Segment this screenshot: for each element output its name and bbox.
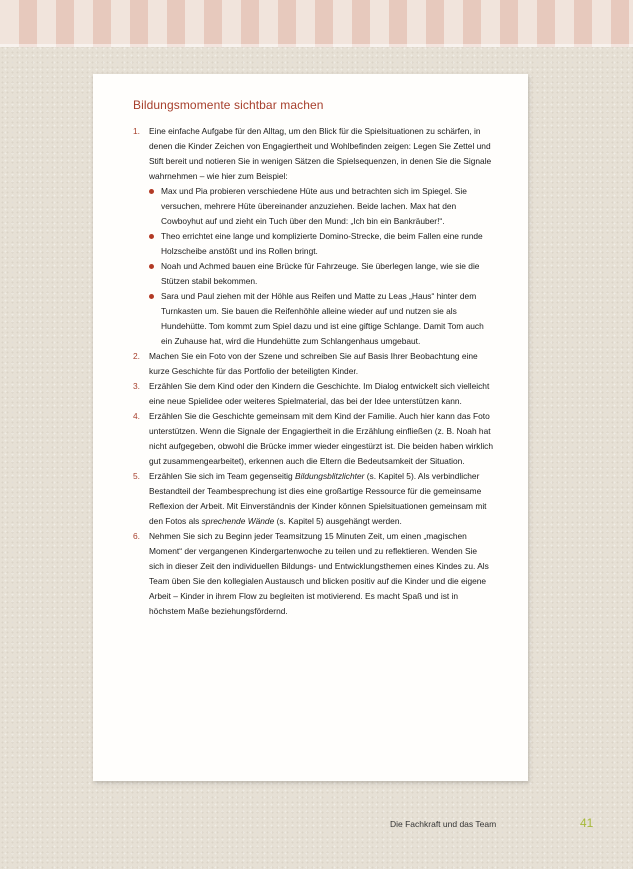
example-item [149,289,494,349]
page-number: 41 [580,816,594,830]
bullet-dot-icon [149,264,154,269]
step-number: 6. [133,531,140,541]
step-text-part: Erzählen Sie sich im Team gegenseitig [149,471,296,481]
step-number: 4. [133,411,140,421]
section-heading: Bildungsmomente sichtbar machen [133,98,324,112]
bullet-dot-icon [149,294,154,299]
example-item [149,184,494,229]
step-item [133,379,494,409]
example-list [149,184,494,349]
bullet-dot-icon [149,189,154,194]
step-item [133,409,494,469]
step-text: Machen Sie ein Foto von der Szene und schreiben Sie auf Basis Ihrer Beobachtung eine kurze Geschichte für das Portfolio der beteiligten Kinder. [149,351,478,376]
steps-list [133,124,494,619]
footer-chapter-label: Die Fachkraft und das Team [390,819,497,829]
example-text: Max und Pia probieren verschiedene Hüte aus und betrachten sich im Spiegel. Sie versuchen, mehrere Hüte übereinander anzuziehen. Beide lachen. Max hat den Cowboyhut auf und zieht ein Tuch über den Mund: „Ich bin ein Bankräuber!“. [161,186,467,226]
step-item [133,349,494,379]
step-text-part: (s. Kapitel 5). Als verbindlicher Bestandteil der Teambesprechung ist dies eine großartige Ressource für die gemeinsame Reflexion der Arbeit. Mit Einverständnis der Kinder können Spielsituationen gemeinsam mit den Fotos als [149,471,487,526]
step-number: 1. [133,126,140,136]
step-item [133,469,494,529]
step-number: 5. [133,471,140,481]
example-text: Sara und Paul ziehen mit der Höhle aus Reifen und Matte zu Leas „Haus“ hinter dem Turnkasten um. Sie bauen die Reifenhöhle alleine wieder auf und nutzen sie als Hundehütte. Tom kommt zum Spiel dazu und ist eine giftige Schlange. Damit Tom auch ein Zuhause hat, wird die Hundehütte zum Schlangenhaus umgebaut. [161,291,484,346]
step-text: Erzählen Sie die Geschichte gemeinsam mit dem Kind der Familie. Auch hier kann das Foto unterstützen. Wenn die Signale der Engagiertheit in die Erzählung einfließen (z. B. Noah hat nicht aufgegeben, obwohl die Brücke immer wieder eingestürzt ist. Die beiden haben wirklich gut zusammengearbeitet), erkennen auch die Eltern die Bedeutsamkeit der Situation. [149,411,494,466]
decorative-stripes [0,0,633,47]
step-text-part: (s. Kapitel 5) ausgehängt werden. [274,516,402,526]
step-number: 2. [133,351,140,361]
step-text: Erzählen Sie dem Kind oder den Kindern die Geschichte. Im Dialog entwickelt sich vielleicht eine neue Spielidee oder weiteres Spielmaterial, das bei der Idee unterstützen kann. [149,381,490,406]
step-item [133,124,494,349]
example-item [149,259,494,289]
step-text: Eine einfache Aufgabe für den Alltag, um den Blick für die Spielsituationen zu schärfen, in denen die Kinder Zeichen von Engagiertheit und Wohlbefinden zeigen: Legen Sie Zettel und Stift bereit und notieren Sie in wenigen Sätzen die Spielsequenzen, in denen Sie die Signale wahrnehmen – wie hier zum Beispiel: [149,126,492,181]
example-text: Noah und Achmed bauen eine Brücke für Fahrzeuge. Sie überlegen lange, wie sie die Stützen stabil bekommen. [161,261,480,286]
example-item [149,229,494,259]
step-number: 3. [133,381,140,391]
example-text: Theo errichtet eine lange und komplizierte Domino-Strecke, die beim Fallen eine runde Holzscheibe anstößt und ins Rollen bringt. [161,231,483,256]
italic-term: Bildungsblitzlichter [295,471,365,481]
step-item [133,529,494,619]
bullet-dot-icon [149,234,154,239]
step-text: Nehmen Sie sich zu Beginn jeder Teamsitzung 15 Minuten Zeit, um einen „magischen Moment“ der vergangenen Kindergartenwoche zu teilen und zu reflektieren. Wenden Sie sich in dieser Zeit den individuellen Bildungs- und Entwicklungsthemen eines Kindes zu. Als Team üben Sie den kollegialen Austausch und blicken positiv auf die Kinder und die eigene Arbeit – Kinder in ihrem Flow zu begleiten ist motivierend. Es macht Spaß und ist in höchstem Maße beziehungsfördernd. [149,531,489,616]
step-text [149,471,487,526]
italic-term: sprechende Wände [201,516,275,526]
